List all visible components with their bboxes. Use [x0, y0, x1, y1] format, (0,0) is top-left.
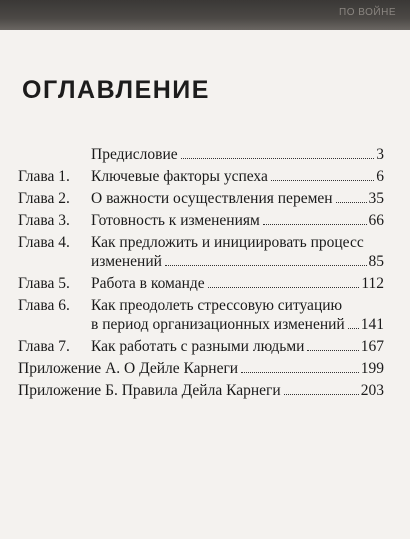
toc-entry-label: Глава 7.	[18, 338, 70, 355]
table-of-contents	[18, 145, 384, 403]
toc-entry-appendix-b[interactable]	[18, 381, 384, 400]
toc-page-number: 167	[360, 338, 384, 355]
toc-entry-label: Глава 1.	[18, 168, 70, 185]
toc-entry-label: Глава 2.	[18, 190, 70, 207]
toc-page-number: 3	[376, 146, 384, 163]
toc-entry-chapter-1[interactable]	[18, 167, 384, 186]
toc-page-number: 203	[360, 382, 384, 399]
dot-leader	[263, 224, 367, 225]
toc-page-number: 35	[368, 190, 384, 207]
toc-entry-appendix-a[interactable]	[18, 359, 384, 378]
toc-entry-label: Приложение А.	[18, 360, 121, 377]
toc-entry-chapter-3[interactable]	[18, 211, 384, 230]
toc-entry-label: Глава 6.	[18, 297, 70, 314]
toc-entry-title: Работа в команде	[91, 275, 205, 292]
toc-entry-label: Глава 5.	[18, 275, 70, 292]
toc-entry-chapter-4[interactable]	[18, 233, 384, 271]
toc-page-number: 141	[360, 316, 384, 333]
toc-entry-title: Как работать с разными людьми	[91, 338, 305, 355]
toc-page-number: 199	[360, 360, 384, 377]
dot-leader	[241, 372, 359, 373]
toc-page-number: 112	[361, 275, 384, 292]
toc-entry-chapter-2[interactable]	[18, 189, 384, 208]
header-strip-text: ПО ВОЙНЕ	[339, 7, 396, 18]
dot-leader	[336, 202, 367, 203]
toc-entry-title: О важности осуществления перемен	[91, 190, 333, 207]
dot-leader	[271, 180, 374, 181]
toc-entry-title: Готовность к изменениям	[91, 212, 260, 229]
dot-leader	[165, 265, 367, 266]
toc-entry-title-continued: в период организационных изменений	[91, 316, 345, 333]
toc-entry-label: Глава 3.	[18, 212, 70, 229]
dot-leader	[284, 394, 359, 395]
page-title: ОГЛАВЛЕНИЕ	[22, 76, 210, 104]
toc-entry-preface[interactable]	[18, 145, 384, 164]
toc-page-number: 85	[368, 253, 384, 270]
toc-entry-title: Как предложить и инициировать процесс	[91, 234, 364, 251]
toc-entry-label: Глава 4.	[18, 234, 70, 251]
toc-entry-chapter-5[interactable]	[18, 274, 384, 293]
toc-entry-title: Предисловие	[91, 146, 178, 163]
dot-leader	[208, 287, 360, 288]
toc-entry-title: Ключевые факторы успеха	[91, 168, 268, 185]
toc-entry-title-continued: изменений	[91, 253, 162, 270]
toc-page-number: 6	[376, 168, 384, 185]
toc-entry-title: Правила Дейла Карнеги	[121, 382, 281, 399]
toc-entry-title: О Дейле Карнеги	[124, 360, 239, 377]
toc-entry-title: Как преодолеть стрессовую ситуацию	[91, 297, 343, 314]
top-header-strip	[0, 0, 410, 30]
toc-entry-chapter-7[interactable]	[18, 337, 384, 356]
toc-page-number: 66	[368, 212, 384, 229]
toc-entry-chapter-6[interactable]	[18, 296, 384, 334]
toc-entry-label: Приложение Б.	[18, 382, 118, 399]
dot-leader	[307, 350, 358, 351]
dot-leader	[348, 328, 359, 329]
dot-leader	[181, 158, 375, 159]
